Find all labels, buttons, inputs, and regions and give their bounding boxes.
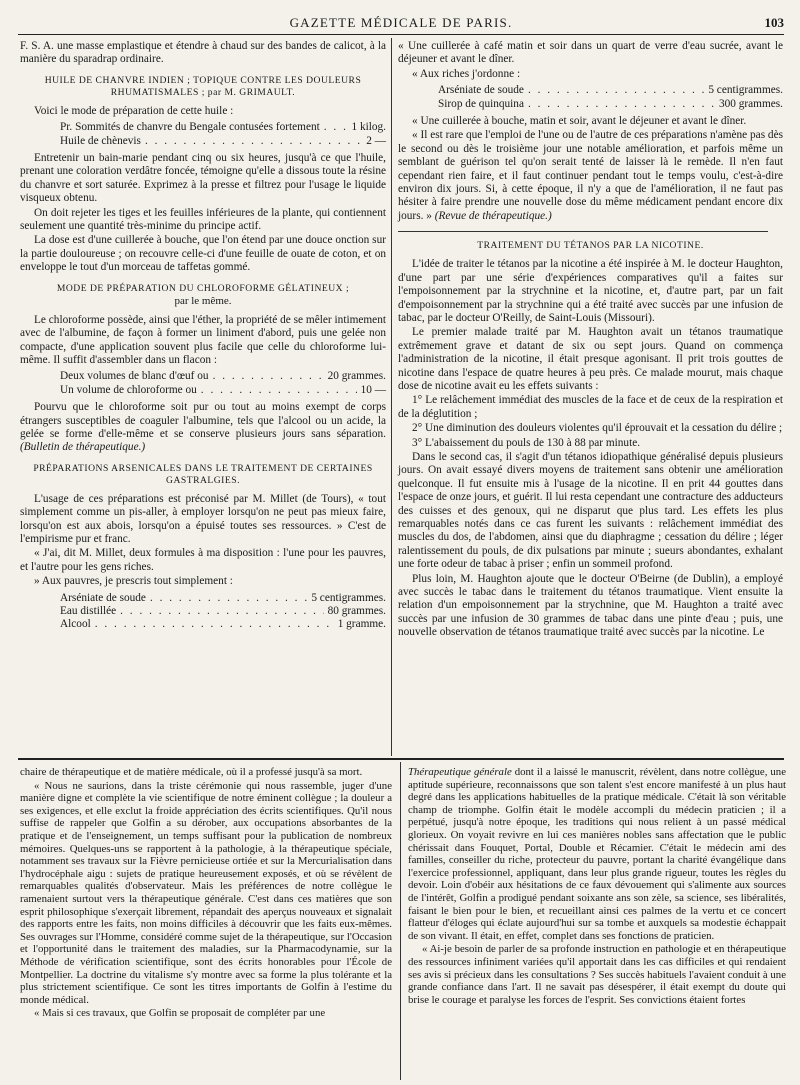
paragraph: 1° Le relâchement immédiat des muscles de la face et de ceux de la respiration et de la déglutition ;	[398, 394, 783, 420]
recipe-chloroforme	[60, 370, 386, 397]
source-citation: (Revue de thérapeutique.)	[434, 209, 552, 222]
section-rule	[398, 231, 768, 232]
paragraph	[20, 401, 386, 455]
column-divider-bottom	[400, 762, 401, 1080]
paragraph: La dose est d'une cuillerée à bouche, que l'on étend par une douce onction sur la partie douloureuse ; on recouvre celle-ci d'une feuille de ouate de coton, et on enveloppe le tout d'un morceau de taffetas gommé.	[20, 234, 386, 274]
recipe-ingredient: Alcool	[60, 618, 91, 631]
paragraph: L'usage de ces préparations est préconisé par M. Millet (de Tours), « tout simplement comme un pis-aller, à employer lorsqu'on ne peut pas mieux faire, lorsqu'on est aux abois, lorsqu'on a épuisé toutes ses ressources. » C'est de l'empirisme pur et franc.	[20, 492, 386, 545]
recipe-line	[60, 370, 386, 383]
recipe-ingredient: Pr. Sommités de chanvre du Bengale contusées fortement	[60, 121, 320, 134]
recipe-quantity: 1 kilog.	[351, 121, 386, 134]
paragraph: » Aux pauvres, je prescris tout simplement :	[34, 575, 233, 588]
paragraph: « Une cuillerée à bouche, matin et soir, avant le déjeuner et avant le dîner.	[412, 115, 747, 128]
recipe-quantity: 10 —	[360, 383, 386, 396]
recipe-quantity: 300 grammes.	[718, 97, 783, 110]
section-heading-chloroforme	[26, 283, 380, 308]
heading-byline: par le même.	[174, 294, 232, 307]
recipe-line	[60, 384, 386, 397]
right-column-top	[398, 40, 783, 641]
paragraph: 2° Une diminution des douleurs violentes qu'il éprouvait et la cessation du délire ;	[412, 422, 783, 435]
paragraph: L'idée de traiter le tétanos par la nicotine a été inspirée à M. le docteur Haughton, d'une part par une série d'expériences comparatives qu'il a faites sur l'empoisonnement par la strychnine et la nicotine, et, d'autre part, par un fait d'empoisonnement par la strychnine qui a été traité avec succès par une infusion de tabac, par le docteur O'Reilly, de Saint-Louis (Missouri).	[398, 258, 783, 324]
paragraph: 3° L'abaissement du pouls de 130 à 88 par minute.	[412, 436, 641, 449]
paragraph: Plus loin, M. Haughton ajoute que le docteur O'Beirne (de Dublin), a employé avec succès le tabac dans le traitement du tétanos traumatique. Vient ensuite la relation d'un empoisonnement par la strychnine, que M. Haughton a traité avec succès par une infusion de 30 grammes de tabac dans une pinte d'eau ; puis, une nouvelle observation de tétanos traumatique traité avec succès par la nicotine. Le	[398, 572, 783, 639]
paragraph-text: Pourvu que le chloroforme soit pur ou tout au moins exempt de corps étrangers susceptibles de coaguler l'albumine, tels que l'alcool ou un acide, la gelée se forme d'elle-même et se conserve plusieurs jours sans séparation.	[20, 401, 386, 440]
recipe-ingredient: Arséniate de soude	[438, 84, 524, 97]
book-title: Thérapeutique générale	[408, 766, 512, 778]
paragraph: « Ai-je besoin de parler de sa profonde instruction en pathologie et en thérapeutique des ressources infiniment variées qu'il apportait dans les cas difficiles et qui rendaient ses avis si précieux dans les consultations ? Ses succès habituels l'avaient conduit à une grande confiance dans l'art. Il ne savait pas désespérer, il était exempt du doute qui brise le courage et paralyse les forces de l'esprit. Ses convictions étaient fortes	[408, 943, 786, 1006]
paragraph: Dans le second cas, il s'agit d'un tétanos idiopathique généralisé depuis plusieurs jours. On avait essayé divers moyens de traitement sans obtenir une amélioration quelconque. Il fut ensuite mis à l'usage de la nicotine. Il en prit 44 gouttes dans l'espace de onze jours, et guérit. Il lui resta cependant une contracture des adducteurs des cuisses et des genoux, qui ne disparut que plus tard. Les effets les plus remarquables notés dans ce cas furent les suivants : relâchement immédiat des muscles du dos, de l'abdomen, ainsi que du diaphragme ; cessation du délire ; léger ralentissement du pouls, de dix pulsations par minute ; sueurs abondantes, exhalant une forte odeur de tabac à priser ; enfin un sommeil profond.	[398, 450, 783, 571]
paragraph: « Mais si ces travaux, que Golfin se proposait de compléter par une	[34, 1007, 326, 1020]
left-column-bottom	[20, 766, 392, 1021]
paragraph: F. S. A. une masse emplastique et étendre à chaud sur des bandes de calicot, à la manière du sparadrap ordinaire.	[20, 40, 386, 66]
recipe-ingredient: Arséniate de soude	[60, 591, 146, 604]
paragraph	[408, 766, 786, 942]
recipe-ingredient: Huile de chènevis	[60, 134, 141, 147]
section-heading-tetanos: TRAITEMENT DU TÉTANOS PAR LA NICOTINE.	[477, 240, 704, 252]
recipe-line	[438, 98, 783, 111]
recipe-pauvres	[60, 592, 386, 632]
horizontal-divider	[18, 758, 784, 760]
paragraph: « Aux riches j'ordonne :	[412, 67, 521, 80]
recipe-quantity: 2 —	[366, 134, 386, 147]
paragraph: On doit rejeter les tiges et les feuilles inférieures de la plante, qui contiennent seulement une quantité très-minime du principe actif.	[20, 206, 386, 233]
recipe-riches	[438, 84, 783, 111]
paragraph: chaire de thérapeutique et de matière médicale, où il a professé jusqu'à sa mort.	[20, 766, 363, 778]
recipe-ingredient: Deux volumes de blanc d'œuf ou	[60, 370, 209, 383]
recipe-ingredient: Sirop de quinquina	[438, 97, 524, 110]
paragraph: « Nous ne saurions, dans la triste cérémonie qui nous rassemble, juger d'une manière digne et complète la vie scientifique de notre éminent collègue ; la douleur a ses exigences, et elle exclut la froide appréciation des écrits scientifiques. Qu'il nous suffise de rappeler que Golfin a su dérober, aux occupations absorbantes de la pratique et de l'enseignement, un temps suffisant pour la publication de nombreux mémoires. Quelques-uns se rapportent à la pathologie, à la thérapeutique spéciale, notamment ses travaux sur la Fièvre pernicieuse ortiée et sur la Mercurialisation dans l'hydrocéphale aigu : sujets de pratique heureusement exposés, et où se révèlent de remarquables qualités d'observateur. Mais les préférences de notre collègue le ramenaient surtout vers la thérapeutique générale. C'est dans ces matières que son esprit philosophique s'exerçait librement, répandait des aperçus nouveaux et signalait des rapports entre les faits, non moins difficiles à découvrir que les faits eux-mêmes. Ses ouvrages sur l'Homme, considéré comme sujet de la thérapeutique, sur l'Occasion et l'opportunité dans le traitement des maladies, sur la Pharmacodynamie, sur la Méthode de vérification scientifique, sont des écrits honorables pour l'École de Montpellier. La doctrine du vitalisme s'y montre avec sa forme la plus tolérante et la plus strictement scientifique. Ce sont les titres importants de Golfin à l'estime du monde médical.	[20, 779, 392, 1006]
recipe-line	[60, 605, 386, 618]
recipe-line	[438, 84, 783, 97]
paragraph	[398, 129, 783, 223]
left-column-top	[20, 40, 386, 636]
paragraph: Le chloroforme possède, ainsi que l'éther, la propriété de se mêler intimement avec de l'albumine, de façon à former un liniment d'abord, puis une gelée non compacte, d'une application souvent plus facile que celle du chloroforme lui-même. Il suffit d'assembler dans un flacon :	[20, 313, 386, 366]
recipe-quantity: 80 grammes.	[327, 605, 386, 617]
paragraph: « J'ai, dit M. Millet, deux formules à ma disposition : l'une pour les pauvres, et l'autre pour les gens riches.	[20, 547, 386, 573]
recipe-line	[60, 135, 386, 148]
recipe-line	[60, 592, 386, 605]
column-divider-top	[391, 38, 392, 756]
source-citation: (Bulletin de thérapeutique.)	[20, 441, 146, 454]
heading-text: MODE DE PRÉPARATION DU CHLOROFORME GÉLATINEUX ;	[56, 282, 350, 294]
recipe-line	[60, 618, 386, 631]
paragraph: Le premier malade traité par M. Haughton avait un tétanos traumatique extrêmement grave et datant de six ou sept jours. Quand on commença l'administration de la nicotine, il était presque agonisant. Il prit trois gouttes de nicotine dans l'espace de quatre heures à peu près. Ce malade mourut, mais chaque dose de nicotine avait eu les effets suivants :	[398, 326, 783, 392]
page-number: 103	[764, 15, 784, 30]
running-header	[18, 12, 784, 35]
recipe-ingredient: Eau distillée	[60, 605, 117, 617]
section-heading-chanvre: HUILE DE CHANVRE INDIEN ; TOPIQUE CONTRE LES DOULEURS RHUMATISMALES ; par M. GRIMAULT.	[44, 74, 362, 98]
recipe-line	[60, 121, 386, 134]
recipe-ingredient: Un volume de chloroforme ou	[60, 383, 197, 396]
paragraph: « Une cuillerée à café matin et soir dans un quart de verre d'eau sucrée, avant le déjeuner et avant le dîner.	[398, 40, 783, 66]
recipe-chanvre	[60, 121, 386, 148]
paragraph-text: dont il a laissé le manuscrit, révèlent, dans notre collègue, une aptitude supérieure, reconnaissons que son talent s'est encore manifesté à un plus haut degré dans les applications habituelles de la pratique médicale. C'était là son véritable champ de triomphe. Golfin était le modèle accompli du médecin praticien ; il a perpétué, jusqu'à notre époque, les traditions qui nous relient à un passé médical glorieux. On voyait revivre en lui ces manières nobles sans affectation que le public chérissait dans Fouquet, Portal, Double et Récamier. C'était le médecin ami des familles, conseiller du riche, protecteur du pauvre, portant la charité évangélique dans l'exercice professionnel, appliquant, dans leur plus grande rigueur, toutes les règles du devoir. Loin d'obéir aux hésitations de ce faux dévouement qui s'alimente aux sources de l'intérêt, Golfin a prodigué pendant soixante ans son zèle, sa science, ses libéralités, faisant le bien pour le bien, et recueillant ainsi ces palmes de la vertu et ce concert flatteur d'éloges qui éclate aujourd'hui sur sa tombe et auxquels sa modestie échappait de son vivant. Il était, en effet, complet dans ses fonctions de praticien.	[408, 766, 786, 942]
paragraph: Entretenir un bain-marie pendant cinq ou six heures, jusqu'à ce que l'huile, prenant une coloration verdâtre foncée, témoigne qu'elle a dissous toute la résine du chanvre et sort saturée. Exprimez à la presse et filtrez pour l'usage le liquide visqueux obtenu.	[20, 152, 386, 205]
paragraph: Voici le mode de préparation de cette huile :	[34, 104, 234, 117]
paragraph-text: « Il est rare que l'emploi de l'une ou de l'autre de ces préparations n'amène pas dès le second ou dès le troisième jour une notable amélioration, et parfois même un semblant de guérison tel qu'on serait tenté de laisser là le remède. Il n'en faut cependant rien faire, et il faut continuer pendant tout le temps voulu, c'est-à-dire environ dix jours. Si, à cette époque, il n'y a que de l'amélioration, il ne faut pas hésiter à faire prendre une nouvelle dose du même médicament pendant encore dix jours. »	[398, 129, 783, 222]
recipe-quantity: 20 grammes.	[327, 370, 386, 383]
recipe-quantity: 5 centigrammes.	[708, 84, 783, 97]
recipe-quantity: 5 centigrammes.	[311, 591, 386, 604]
recipe-quantity: 1 gramme.	[337, 618, 386, 631]
journal-title: GAZETTE MÉDICALE DE PARIS.	[289, 15, 513, 30]
right-column-bottom	[408, 766, 786, 1007]
section-heading-arsenicales: PRÉPARATIONS ARSENICALES DANS LE TRAITEMENT DE CERTAINES GASTRALGIES.	[33, 462, 373, 486]
